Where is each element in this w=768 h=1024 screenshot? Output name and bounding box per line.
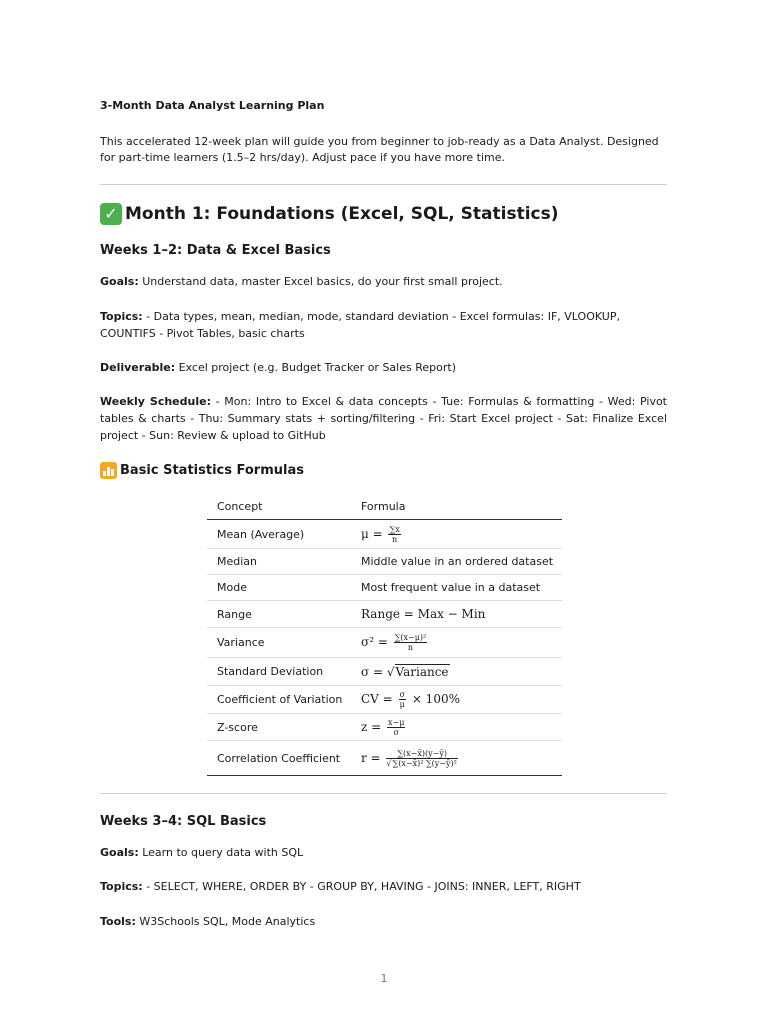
goals-label: Goals:	[100, 846, 139, 859]
schedule-label: Weekly Schedule:	[100, 395, 211, 408]
weeks12-heading: Weeks 1–2: Data & Excel Basics	[100, 243, 331, 258]
stats-formula-table	[207, 494, 562, 776]
formula-cell	[351, 686, 562, 714]
formula-cell: Middle value in an ordered dataset	[351, 549, 562, 575]
tools-text: W3Schools SQL, Mode Analytics	[139, 915, 316, 928]
check-mark-icon: ✓	[100, 203, 122, 225]
range-formula: Range = Max − Min	[361, 607, 486, 621]
header-formula: Formula	[351, 494, 562, 520]
std-dev-formula: σ = √Variance	[361, 664, 449, 679]
weeks34-topics	[100, 878, 667, 895]
variance-formula: σ² = $\frac{\text{∑(x−μ)²}}{n}$	[361, 633, 427, 652]
schedule-text: - Mon: Intro to Excel & data concepts - Tue: Formulas & formatting - Wed: Pivot tables & charts - Thu: Summary stats + sorting/filtering - Fri: Start Excel project - Sat: Finalize Excel project - Sun: Review & upload to GitHub	[100, 395, 667, 442]
page-number: 1	[380, 972, 388, 985]
intro-paragraph: This accelerated 12-week plan will guide you from beginner to job-ready as a Data Analyst. Designed for part-time learners (1.5–2 hrs/day). Adjust pace if you have more time.	[100, 135, 659, 164]
cv-formula: CV = $\frac{\sigma}{\mu}$ × 100%	[361, 690, 460, 709]
correlation-formula: r = $\frac{\sum(x-x̄)(y-ȳ)}{\text{√∑(x−x̄)² ∑(y−ȳ)²}}$	[361, 748, 457, 768]
table-row	[207, 658, 562, 686]
concept-cell: Coefficient of Variation	[207, 686, 351, 714]
weeks34-goals	[100, 844, 667, 861]
concept-cell: Variance	[207, 628, 351, 658]
topics-label: Topics:	[100, 880, 143, 893]
concept-cell: Mode	[207, 575, 351, 601]
concept-cell: Z-score	[207, 714, 351, 741]
table-row	[207, 520, 562, 549]
formula-cell	[351, 520, 562, 549]
table-row	[207, 575, 562, 601]
divider	[100, 793, 667, 794]
concept-cell: Correlation Coefficient	[207, 741, 351, 776]
concept-cell: Median	[207, 549, 351, 575]
goals-text: Learn to query data with SQL	[142, 846, 304, 859]
concept-cell: Standard Deviation	[207, 658, 351, 686]
topics-text: - Data types, mean, median, mode, standard deviation - Excel formulas: IF, VLOOKUP, COUNTIFS - Pivot Tables, basic charts	[100, 310, 620, 340]
table-row	[207, 601, 562, 628]
concept-cell: Range	[207, 601, 351, 628]
concept-cell: Mean (Average)	[207, 520, 351, 549]
z-score-formula: z = $\frac{x-\mu}{\sigma}$	[361, 717, 405, 737]
formula-cell	[351, 741, 562, 776]
stats-heading	[100, 462, 304, 479]
weeks12-topics	[100, 308, 667, 342]
month1-heading	[100, 203, 559, 225]
topics-label: Topics:	[100, 310, 143, 323]
weeks12-deliverable	[100, 359, 667, 376]
weeks34-heading: Weeks 3–4: SQL Basics	[100, 814, 267, 829]
table-row	[207, 714, 562, 741]
formula-cell	[351, 628, 562, 658]
document-title: 3-Month Data Analyst Learning Plan	[100, 99, 325, 112]
header-concept: Concept	[207, 494, 351, 520]
deliverable-text: Excel project (e.g. Budget Tracker or Sales Report)	[178, 361, 456, 374]
tools-label: Tools:	[100, 915, 136, 928]
goals-text: Understand data, master Excel basics, do your first small project.	[142, 275, 503, 288]
table-row	[207, 628, 562, 658]
table-row	[207, 549, 562, 575]
bar-chart-icon	[100, 462, 117, 479]
formula-cell: Most frequent value in a dataset	[351, 575, 562, 601]
deliverable-label: Deliverable:	[100, 361, 176, 374]
formula-cell	[351, 601, 562, 628]
formula-cell	[351, 714, 562, 741]
stats-title: Basic Statistics Formulas	[120, 463, 304, 478]
weeks12-schedule	[100, 393, 667, 444]
topics-text: - SELECT, WHERE, ORDER BY - GROUP BY, HAVING - JOINS: INNER, LEFT, RIGHT	[146, 880, 581, 893]
table-row	[207, 686, 562, 714]
table-header-row	[207, 494, 562, 520]
weeks34-tools	[100, 913, 667, 930]
divider	[100, 184, 667, 185]
goals-label: Goals:	[100, 275, 139, 288]
table-row	[207, 741, 562, 776]
formula-cell	[351, 658, 562, 686]
mean-formula: μ = $\frac{\sum x}{n}$	[361, 524, 400, 544]
month1-title: Month 1: Foundations (Excel, SQL, Statistics)	[125, 204, 559, 224]
weeks12-goals	[100, 273, 667, 290]
